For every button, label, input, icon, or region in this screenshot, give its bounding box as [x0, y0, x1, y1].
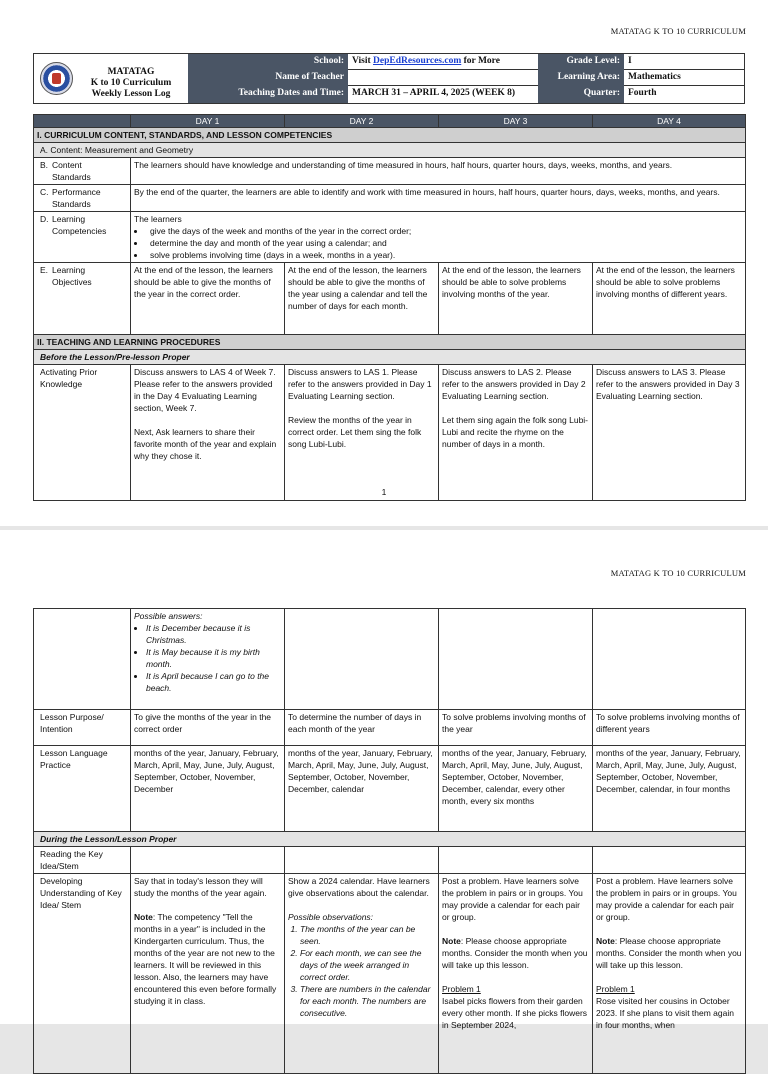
reading-day-1 — [131, 847, 285, 874]
purpose-day-4: To solve problems involving months of different years — [593, 710, 746, 746]
developing-label: Developing Understanding of Key Idea/ Stem — [34, 874, 131, 1074]
developing-day-4 — [593, 874, 746, 1074]
content-standards-text: The learners should have knowledge and understanding of time measured in hours, half hours, quarter hours, days, weeks, months, and years. — [131, 158, 746, 185]
teacher-label: Name of Teacher — [188, 70, 348, 86]
observations-label: Possible observations: — [288, 912, 374, 922]
list-item: • It is December because it is Christmas. — [146, 622, 281, 646]
grade-level-label: Grade Level: — [538, 54, 624, 70]
content-standards-label-text: Content Standards — [52, 160, 91, 182]
logo-line-2: K to 10 Curriculum — [90, 78, 172, 88]
day-header-row — [34, 115, 746, 128]
teacher-value — [348, 70, 538, 86]
during-lesson-row: During the Lesson/Lesson Proper — [34, 832, 746, 847]
language-day-4: months of the year, January, February, March, April, May, June, July, August, September, October, November, December, calendar, in four months — [593, 746, 746, 832]
list-item: • It is May because it is my birth month. — [146, 646, 281, 670]
quarter-label: Quarter: — [538, 86, 624, 103]
list-item: • solve problems involving time (days in a week, months in a year). — [146, 249, 742, 261]
competencies-key: D. — [40, 214, 49, 224]
problem-text: Isabel picks flowers from their garden every other month. If she picks flowers in September 2024, — [442, 996, 588, 1030]
competencies-label-text: Learning Competencies — [52, 214, 107, 236]
developing-day-2 — [285, 874, 439, 1074]
activating-day-1-p1: Discuss answers to LAS 4 of Week 7. Please refer to the answers provided in the Day 4 Evaluating Learning section, Week 7. — [134, 367, 276, 413]
performance-standards-text: By the end of the quarter, the learners are able to identify and work with time measured in hours, half hours, quarter hours, days, weeks, months, and years. — [131, 185, 746, 212]
list-item: • give the days of the week and months of the year in the correct order; — [146, 225, 742, 237]
developing-day-1-note — [134, 911, 281, 1007]
developing-day-3-p1: Post a problem. Have learners solve the problem in pairs or in groups. You may provide a calendar for each pair or group. — [442, 876, 583, 922]
activating-day-2 — [285, 365, 439, 501]
logo-line-1: MATATAG — [107, 67, 155, 77]
performance-standards-label-text: Performance Standards — [52, 187, 101, 209]
problem-heading: Problem 1 — [442, 984, 481, 994]
page-number: 1 — [381, 487, 387, 497]
competencies-intro: The learners — [134, 214, 182, 224]
note-label: Note — [442, 936, 461, 946]
objectives-label-text: Learning Objectives — [52, 265, 92, 287]
reading-label: Reading the Key Idea/Stem — [34, 847, 131, 874]
problem-heading: Problem 1 — [596, 984, 635, 994]
note-text: : The competency "Tell the months in a year" is included in the Kindergarten curriculum. Thus, the months of the year are not new to the learners. It will be reviewed in this lesson. Also, the learners may have encountered this even before formally studying it in class. — [134, 912, 277, 1006]
content-row: A. Content: Measurement and Geometry — [34, 143, 746, 158]
possible-answers-label: Possible answers: — [134, 611, 203, 621]
activating-day-3-p1: Discuss answers to LAS 2. Please refer to the answers provided in Day 2 Evaluating Learning section. — [442, 367, 586, 401]
observations-list — [288, 923, 435, 1019]
blank-day-2 — [285, 609, 439, 710]
performance-standards-key: C. — [40, 187, 49, 197]
language-day-3: months of the year, January, February, March, April, May, June, July, August, September, October, November, December, calendar, every other month, every six months — [439, 746, 593, 832]
language-day-1: months of the year, January, February, March, April, May, June, July, August, September, October, November, December — [131, 746, 285, 832]
developing-day-1-p1: Say that in today's lesson they will study the months of the year again. — [134, 876, 267, 898]
activating-day-4-p1: Discuss answers to LAS 3. Please refer to the answers provided in Day 3 Evaluating Learning section. — [596, 367, 740, 401]
day-header-4: DAY 4 — [593, 115, 746, 128]
developing-day-4-note — [596, 935, 742, 971]
note-label: Note — [596, 936, 615, 946]
section-curriculum-content: I. CURRICULUM CONTENT, STANDARDS, AND LESSON COMPETENCIES — [34, 128, 746, 143]
quarter-value: Fourth — [628, 88, 657, 98]
purpose-label: Lesson Purpose/ Intention — [34, 710, 131, 746]
deped-seal-icon — [40, 62, 73, 95]
objectives-label — [34, 263, 131, 335]
activating-day-1-p2: Next, Ask learners to share their favorite month of the year and explain why they chose it. — [134, 427, 277, 461]
activating-day-3 — [439, 365, 593, 501]
page-2 — [0, 530, 768, 1030]
reading-day-3 — [439, 847, 593, 874]
activating-day-2-p1: Discuss answers to LAS 1. Please refer to the answers provided in Day 1 Evaluating Learning section. — [288, 367, 432, 401]
competencies-label — [34, 212, 131, 263]
purpose-day-1: To give the months of the year in the correct order — [131, 710, 285, 746]
developing-day-4-p1: Post a problem. Have learners solve the problem in pairs or in groups. You may provide a calendar for each pair or group. — [596, 876, 737, 922]
competencies-text — [131, 212, 746, 263]
purpose-day-3: To solve problems involving months of the year — [439, 710, 593, 746]
lesson-table-page-2 — [33, 608, 746, 1074]
list-item: • determine the day and month of the year using a calendar; and — [146, 237, 742, 249]
objective-day-3: At the end of the lesson, the learners should be able to solve problems involving months of the year. — [439, 263, 593, 335]
logo-text — [76, 67, 186, 100]
page-1 — [0, 0, 768, 526]
day-header-3: DAY 3 — [439, 115, 593, 128]
objectives-key: E. — [40, 265, 49, 275]
lesson-table-page-1 — [33, 114, 746, 501]
possible-answers-list — [134, 622, 281, 694]
content-standards-label — [34, 158, 131, 185]
developing-day-3-note — [442, 935, 589, 971]
blank-day-4 — [593, 609, 746, 710]
blank-label-cell — [34, 609, 131, 710]
day-header-1: DAY 1 — [131, 115, 285, 128]
developing-day-1 — [131, 874, 285, 1074]
language-label: Lesson Language Practice — [34, 746, 131, 832]
activating-day-3-p2: Let them sing again the folk song Lubi-Lubi and recite the rhyme on the number of days in a month. — [442, 415, 589, 449]
activating-day-4 — [593, 365, 746, 501]
activating-label: Activating Prior Knowledge — [34, 365, 131, 501]
logo-cell — [34, 54, 189, 103]
objective-day-2: At the end of the lesson, the learners should be able to give the months of the year using a calendar and tell the number of days for each month. — [285, 263, 439, 335]
problem-text: Rose visited her cousins in October 2023. If she plans to visit them again in four months, when — [596, 996, 734, 1030]
grade-level-value: I — [624, 54, 744, 70]
blank-day-3 — [439, 609, 593, 710]
dates-value: MARCH 31 – APRIL 4, 2025 (WEEK 8) — [352, 88, 516, 98]
list-item: 3. There are numbers in the calendar for each month. The numbers are consecutive. — [300, 983, 435, 1019]
activating-day-2-p2: Review the months of the year in correct order. Let them sing the folk song Lubi-Lubi. — [288, 415, 422, 449]
list-item: 2. For each month, we can see the days of the week arranged in correct order. — [300, 947, 435, 983]
note-text: : Please choose appropriate months. Consider the month when you will take up this lesson. — [596, 936, 742, 970]
depedresources-link[interactable]: DepEdResources.com — [373, 56, 462, 66]
dates-label: Teaching Dates and Time: — [188, 86, 348, 103]
developing-day-3 — [439, 874, 593, 1074]
section-teaching-procedures: II. TEACHING AND LEARNING PROCEDURES — [34, 335, 746, 350]
running-header: MATATAG K TO 10 CURRICULUM — [610, 26, 746, 36]
list-item: 1. The months of the year can be seen. — [300, 923, 435, 947]
possible-answers-cell — [131, 609, 285, 710]
purpose-day-2: To determine the number of days in each month of the year — [285, 710, 439, 746]
language-day-2: months of the year, January, February, March, April, May, June, July, August, September, October, November, December, calendar — [285, 746, 439, 832]
learning-area-value: Mathematics — [624, 70, 744, 86]
reading-day-2 — [285, 847, 439, 874]
note-label: Note — [134, 912, 153, 922]
learning-area-label: Learning Area: — [538, 70, 624, 86]
competencies-list — [134, 225, 742, 261]
objective-day-4: At the end of the lesson, the learners should be able to solve problems involving months of different years. — [593, 263, 746, 335]
running-header: MATATAG K TO 10 CURRICULUM — [610, 568, 746, 578]
lesson-log-header — [33, 53, 745, 104]
list-item: • It is April because I can go to the beach. — [146, 670, 281, 694]
performance-standards-label — [34, 185, 131, 212]
day-header-2: DAY 2 — [285, 115, 439, 128]
activating-day-1 — [131, 365, 285, 501]
developing-day-2-p1: Show a 2024 calendar. Have learners give observations about the calendar. — [288, 876, 430, 898]
reading-day-4 — [593, 847, 746, 874]
school-value — [348, 54, 538, 70]
before-lesson-row: Before the Lesson/Pre-lesson Proper — [34, 350, 746, 365]
school-label: School: — [188, 54, 348, 70]
logo-line-3: Weekly Lesson Log — [91, 89, 171, 99]
school-more-text: for More — [463, 56, 500, 66]
content-standards-key: B. — [40, 160, 49, 170]
note-text: : Please choose appropriate months. Consider the month when you will take up this lesson. — [442, 936, 588, 970]
school-visit-text: Visit — [352, 56, 371, 66]
day-header-blank — [34, 115, 131, 128]
objective-day-1: At the end of the lesson, the learners should be able to give the months of the year in the correct order. — [131, 263, 285, 335]
